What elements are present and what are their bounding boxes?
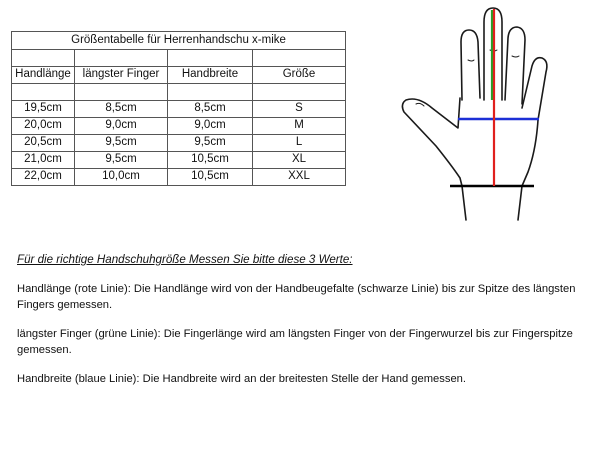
size-table (11, 31, 346, 186)
cell-longest-finger: 9,0cm (75, 118, 168, 135)
cell-longest-finger: 9,5cm (75, 135, 168, 152)
cell-hand-width: 10,5cm (168, 152, 253, 169)
table-spacer-row (12, 50, 346, 67)
table-header-row (12, 67, 346, 84)
header-hand-length: Handlänge (12, 67, 75, 84)
cell-size: L (253, 135, 346, 152)
cell-size: S (253, 101, 346, 118)
cell-hand-length: 22,0cm (12, 169, 75, 186)
table-row (12, 135, 346, 152)
cell-hand-width: 9,0cm (168, 118, 253, 135)
instructions-paragraph-finger: längster Finger (grüne Linie): Die Fingerlänge wird am längsten Finger von der Fingerwurzel bis zur Fingerspitze gemessen. (17, 328, 573, 356)
table-row (12, 118, 346, 135)
instructions-paragraph-hand-width: Handbreite (blaue Linie): Die Handbreite wird an der breitesten Stelle der Hand gemessen. (17, 373, 466, 385)
cell-hand-length: 20,5cm (12, 135, 75, 152)
cell-hand-width: 10,5cm (168, 169, 253, 186)
cell-hand-width: 9,5cm (168, 135, 253, 152)
cell-size: XXL (253, 169, 346, 186)
header-size: Größe (253, 67, 346, 84)
table-row (12, 152, 346, 169)
table-title: Größentabelle für Herrenhandschu x-mike (12, 32, 346, 50)
cell-size: XL (253, 152, 346, 169)
cell-hand-width: 8,5cm (168, 101, 253, 118)
cell-size: M (253, 118, 346, 135)
table-title-row (12, 32, 346, 50)
header-hand-width: Handbreite (168, 67, 253, 84)
cell-hand-length: 21,0cm (12, 152, 75, 169)
cell-hand-length: 20,0cm (12, 118, 75, 135)
hand-diagram (398, 4, 558, 224)
cell-longest-finger: 10,0cm (75, 169, 168, 186)
cell-longest-finger: 9,5cm (75, 152, 168, 169)
cell-hand-length: 19,5cm (12, 101, 75, 118)
header-longest-finger: längster Finger (75, 67, 168, 84)
table-row (12, 101, 346, 118)
cell-longest-finger: 8,5cm (75, 101, 168, 118)
table-spacer-row (12, 84, 346, 101)
hand-outline (402, 8, 547, 220)
table-row (12, 169, 346, 186)
instructions-paragraph-hand-length: Handlänge (rote Linie): Die Handlänge wird von der Handbeugefalte (schwarze Linie) bis zur Spitze des längsten Fingers gemessen. (17, 283, 576, 311)
instructions (17, 252, 587, 400)
instructions-heading: Für die richtige Handschuhgröße Messen Sie bitte diese 3 Werte: (17, 253, 353, 266)
